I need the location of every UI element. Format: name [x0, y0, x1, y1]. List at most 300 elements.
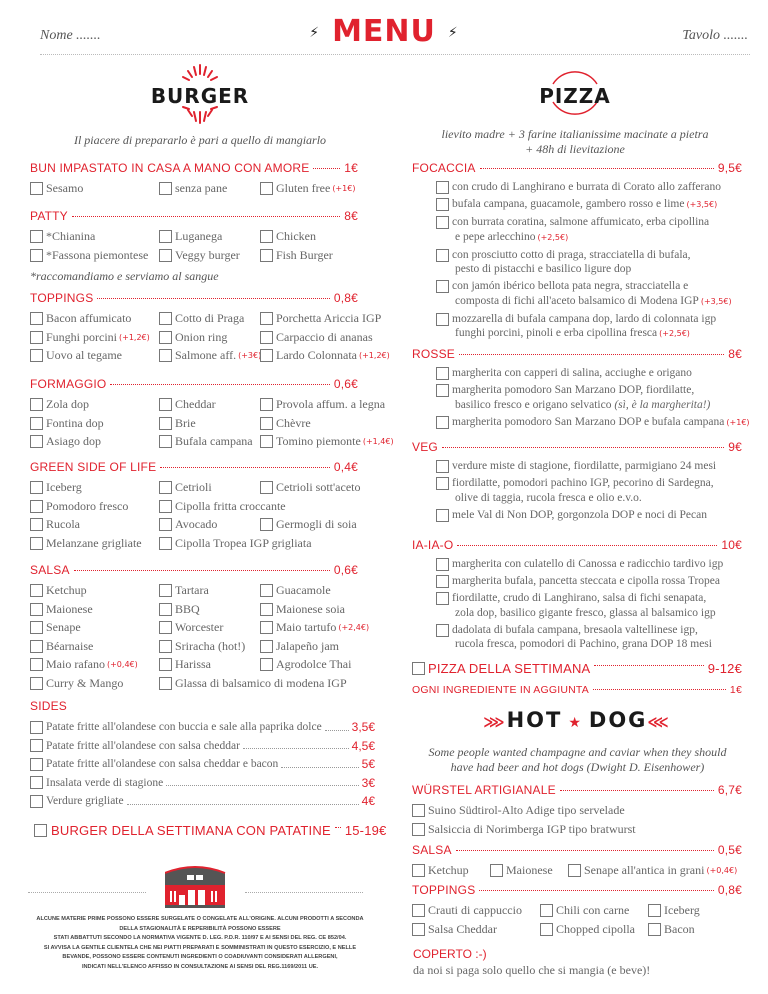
option-item[interactable]: [30, 415, 104, 432]
disclaimer-line: DELLA STAGIONALITÀ E REPERIBILITÀ POSSONO ESSERE: [119, 925, 281, 932]
checkbox[interactable]: [436, 216, 449, 229]
dotted-leader: [243, 748, 349, 749]
option-row: [30, 535, 358, 554]
option-item[interactable]: [159, 656, 211, 673]
option-item[interactable]: [30, 310, 131, 327]
checkbox[interactable]: [412, 804, 425, 817]
checkbox[interactable]: [30, 658, 43, 671]
checkbox[interactable]: [30, 349, 43, 362]
option-item[interactable]: [540, 902, 629, 919]
checkbox[interactable]: [30, 640, 43, 653]
checkbox[interactable]: [30, 312, 43, 325]
checkbox[interactable]: [436, 367, 449, 380]
side-label: Patate fritte all'olandese con salsa cheddar: [46, 739, 240, 752]
option-item[interactable]: [260, 638, 339, 655]
checkbox[interactable]: [30, 230, 43, 243]
option-item[interactable]: [159, 479, 212, 496]
burger-logo: BURGER: [150, 84, 250, 108]
option-item[interactable]: [260, 619, 369, 636]
description-line: pesto di pistacchi e basilico ligure dop: [455, 263, 632, 275]
checkbox[interactable]: [412, 662, 425, 675]
checkbox[interactable]: [159, 417, 172, 430]
option-item[interactable]: [159, 347, 261, 364]
section-price: 1€: [729, 684, 742, 696]
checkbox[interactable]: [648, 904, 661, 917]
checkbox[interactable]: [260, 640, 273, 653]
burger-special[interactable]: [34, 822, 387, 839]
option-item[interactable]: [159, 329, 227, 346]
option-label: Guacamole: [276, 583, 331, 597]
option-item[interactable]: [260, 516, 357, 533]
option-item[interactable]: [159, 228, 222, 245]
side-price: 3,5€: [351, 720, 375, 735]
pizza-logo: PIZZA: [539, 84, 611, 108]
option-label: Maionese: [46, 601, 93, 616]
description-line: mozzarella di bufala campana dop, lardo di colonnata igp: [452, 312, 717, 325]
checkbox[interactable]: [260, 658, 273, 671]
option-label: Chèvre: [276, 415, 311, 430]
checkbox[interactable]: [159, 621, 172, 634]
checkbox[interactable]: [30, 481, 43, 494]
pizza-surcharge: (+1€): [726, 417, 750, 427]
option-item[interactable]: [30, 247, 148, 264]
section-header: [412, 161, 742, 180]
option-label: Senape: [46, 620, 81, 634]
option-item[interactable]: [648, 902, 700, 919]
option-row: [30, 656, 358, 675]
section-header: [412, 347, 742, 366]
option-item[interactable]: [412, 921, 497, 938]
option-surcharge: (+1€): [332, 184, 356, 193]
checkbox[interactable]: [30, 584, 43, 597]
lightning-icon: ⚡: [309, 24, 321, 41]
checkbox[interactable]: [30, 435, 43, 448]
section-title: WÜRSTEL ARTIGIANALE: [412, 783, 556, 797]
pizza-description: [452, 248, 691, 277]
checkbox[interactable]: [260, 603, 273, 616]
pizza-item[interactable]: [436, 415, 754, 431]
option-item[interactable]: [412, 821, 636, 838]
option-label: Rucola: [46, 517, 80, 531]
pizza-item[interactable]: [436, 623, 754, 652]
option-label: Luganega: [175, 229, 223, 243]
checkbox[interactable]: [30, 776, 43, 789]
option-item[interactable]: [159, 516, 217, 533]
side-item[interactable]: [30, 755, 375, 774]
option-item[interactable]: [260, 310, 381, 327]
option-label: Bacon affumicato: [46, 311, 132, 325]
checkbox[interactable]: [260, 312, 273, 325]
option-item[interactable]: [30, 675, 123, 692]
hotdog-logo: [412, 708, 742, 732]
option-label: Jalapeño jam: [276, 638, 339, 653]
description-line: margherita bufala, pancetta steccata e cipolla rossa Tropea: [452, 575, 721, 587]
sides-header: [30, 699, 375, 718]
checkbox[interactable]: [159, 398, 172, 411]
wings-icon: ⋘: [647, 713, 671, 731]
checkbox[interactable]: [260, 331, 273, 344]
option-label: BBQ: [175, 601, 200, 616]
option-surcharge: (+2,4€): [338, 623, 370, 632]
option-item[interactable]: [260, 656, 351, 673]
checkbox[interactable]: [30, 739, 43, 752]
checkbox[interactable]: [159, 331, 172, 344]
option-item[interactable]: [159, 582, 209, 599]
option-row: [30, 675, 358, 694]
side-price: 3€: [361, 775, 375, 790]
option-label: Pomodoro fresco: [46, 498, 129, 513]
hotdog-logo-right: DOG: [588, 708, 648, 732]
checkbox[interactable]: [436, 558, 449, 571]
checkbox[interactable]: [30, 677, 43, 690]
checkbox[interactable]: [260, 584, 273, 597]
checkbox[interactable]: [540, 923, 553, 936]
option-label: Melanzane grigliate: [46, 535, 142, 550]
checkbox[interactable]: [436, 313, 449, 326]
section-header: [30, 377, 358, 396]
pizza-item[interactable]: [436, 215, 754, 245]
checkbox[interactable]: [30, 621, 43, 634]
option-label: Tomino piemonte: [276, 434, 361, 448]
checkbox[interactable]: [159, 481, 172, 494]
option-item[interactable]: [568, 862, 737, 879]
pizza-description: [452, 312, 716, 342]
checkbox[interactable]: [30, 518, 43, 531]
tavolo-field: Tavolo .......: [682, 28, 748, 43]
pizza-description: [452, 383, 710, 412]
checkbox[interactable]: [30, 249, 43, 262]
section-header: [412, 883, 742, 902]
menu-section: [412, 347, 754, 433]
checkbox[interactable]: [260, 435, 273, 448]
checkbox[interactable]: [412, 904, 425, 917]
section-header: [412, 684, 742, 701]
option-label: Cotto di Praga: [175, 311, 245, 325]
pizza-item[interactable]: [436, 591, 754, 620]
section-title: SIDES: [30, 699, 68, 713]
option-surcharge: (+3€): [238, 351, 262, 360]
option-item[interactable]: [159, 310, 244, 327]
option-row: [30, 415, 358, 434]
pizza-item[interactable]: [436, 574, 754, 589]
option-label: Bufala campana: [175, 434, 253, 448]
option-label: Harissa: [175, 657, 211, 671]
option-item[interactable]: [159, 415, 196, 432]
option-row: [30, 619, 370, 638]
checkbox[interactable]: [159, 349, 172, 362]
hotdog-logo-left: HOT: [506, 708, 563, 732]
option-row: [30, 582, 358, 601]
pizza-item[interactable]: [436, 180, 754, 195]
checkbox[interactable]: [159, 182, 172, 195]
description-line: con crudo di Langhirano e burrata di Corato allo zafferano: [452, 181, 721, 193]
option-label: Porchetta Ariccia IGP: [276, 311, 382, 325]
pizza-description: [452, 623, 712, 652]
option-item[interactable]: [30, 638, 93, 655]
section-header: [412, 843, 742, 862]
option-item[interactable]: [159, 433, 253, 450]
option-item[interactable]: [30, 619, 81, 636]
side-price: 5€: [361, 757, 375, 772]
footer-divider: [245, 892, 363, 893]
section-price: 0,6€: [333, 377, 358, 391]
description-line: olive di taggia, rucola fresca e olio e.v.o.: [455, 491, 642, 504]
option-item[interactable]: [30, 228, 95, 245]
checkbox[interactable]: [159, 640, 172, 653]
option-item[interactable]: [30, 535, 142, 552]
checkbox[interactable]: [159, 249, 172, 262]
option-item[interactable]: [159, 396, 216, 413]
option-label: Sriracha (hot!): [175, 638, 246, 653]
section-title: SALSA: [412, 843, 452, 857]
pizza-item[interactable]: [436, 557, 754, 572]
checkbox[interactable]: [260, 182, 273, 195]
side-item[interactable]: [30, 737, 375, 756]
section-price: 9€: [728, 440, 742, 454]
checkbox[interactable]: [260, 249, 273, 262]
checkbox[interactable]: [159, 677, 172, 690]
checkbox[interactable]: [540, 904, 553, 917]
option-item[interactable]: [30, 347, 122, 364]
option-item[interactable]: [159, 638, 245, 655]
restaurant-building-logo: [165, 865, 227, 909]
checkbox[interactable]: [436, 509, 449, 522]
option-surcharge: (+0,4€): [106, 660, 138, 669]
checkbox[interactable]: [490, 864, 503, 877]
section-title: VEG: [412, 440, 438, 454]
option-item[interactable]: [260, 415, 311, 432]
option-item[interactable]: [30, 433, 101, 450]
pizza-description: [452, 508, 707, 523]
option-item[interactable]: [260, 347, 390, 364]
menu-section: [412, 538, 754, 654]
checkbox[interactable]: [30, 417, 43, 430]
checkbox[interactable]: [30, 500, 43, 513]
checkbox[interactable]: [436, 416, 449, 429]
checkbox[interactable]: [436, 592, 449, 605]
checkbox[interactable]: [159, 230, 172, 243]
checkbox[interactable]: [30, 331, 43, 344]
dotted-leader: [456, 850, 714, 851]
checkbox[interactable]: [30, 603, 43, 616]
checkbox[interactable]: [30, 398, 43, 411]
option-item[interactable]: [159, 180, 227, 197]
checkbox[interactable]: [436, 624, 449, 637]
option-label: Chili con carne: [556, 903, 630, 917]
section-price: 8€: [344, 209, 358, 223]
option-label: Worcester: [175, 620, 224, 634]
option-item[interactable]: [260, 329, 373, 346]
checkbox[interactable]: [30, 795, 43, 808]
pizza-surcharge: (+2,5€): [537, 232, 569, 242]
option-row: [30, 498, 358, 517]
pizza-item[interactable]: [436, 459, 754, 474]
checkbox[interactable]: [436, 575, 449, 588]
option-label: Chopped cipolla: [556, 921, 635, 936]
option-item[interactable]: [159, 675, 347, 692]
option-surcharge: (+0,4€): [706, 866, 738, 875]
checkbox[interactable]: [30, 182, 43, 195]
pizza-description: [452, 197, 717, 213]
option-row: [412, 802, 742, 821]
checkbox[interactable]: [260, 417, 273, 430]
checkbox[interactable]: [159, 584, 172, 597]
sides-section: [30, 699, 375, 811]
checkbox[interactable]: [159, 435, 172, 448]
option-label: Cheddar: [175, 397, 216, 411]
side-label: Insalata verde di stagione: [46, 776, 164, 789]
pizza-special[interactable]: [412, 660, 742, 677]
option-item[interactable]: [30, 498, 128, 515]
side-item[interactable]: [30, 792, 375, 811]
option-item[interactable]: [159, 498, 286, 515]
option-item[interactable]: [412, 862, 469, 879]
checkbox[interactable]: [159, 312, 172, 325]
checkbox[interactable]: [159, 500, 172, 513]
checkbox[interactable]: [30, 721, 43, 734]
option-item[interactable]: [260, 247, 333, 264]
option-label: Uovo al tegame: [46, 348, 122, 362]
section-title: FORMAGGIO: [30, 377, 107, 391]
section-header: [412, 660, 742, 677]
option-label: Salmone aff.: [175, 348, 237, 362]
option-item[interactable]: [30, 180, 83, 197]
checkbox[interactable]: [159, 603, 172, 616]
disclaimer-line: BEVANDE, POSSONO ESSERE CONTENUTI INGREDIENTI O COADIUVANTI CONSIDERATI ALLERGENI,: [62, 954, 338, 961]
option-item[interactable]: [412, 802, 625, 819]
pizza-item[interactable]: [436, 312, 754, 342]
pizza-item[interactable]: [436, 383, 754, 412]
section-title: GREEN SIDE OF LIFE: [30, 460, 157, 474]
option-label: *Fassona piemontese: [46, 247, 149, 262]
side-item[interactable]: [30, 774, 375, 793]
option-label: Gluten free: [276, 181, 331, 195]
dotted-leader: [166, 785, 358, 786]
checkbox[interactable]: [412, 864, 425, 877]
option-item[interactable]: [260, 601, 345, 618]
option-item[interactable]: [30, 516, 80, 533]
option-label: Brie: [175, 415, 196, 430]
option-item[interactable]: [30, 582, 87, 599]
checkbox[interactable]: [159, 518, 172, 531]
option-item[interactable]: [260, 228, 316, 245]
dotted-leader: [442, 447, 724, 448]
option-item[interactable]: [30, 329, 150, 346]
checkbox[interactable]: [30, 537, 43, 550]
disclaimer-line: SI AVVISA LA GENTILE CLIENTELA CHE NEI PIATTI PREPARATI E SOMMINISTRATI IN QUESTO ESERCIZIO, E NELLE: [43, 944, 357, 951]
side-price: 4€: [361, 794, 375, 809]
dotted-leader: [594, 665, 703, 666]
menu-section: [412, 843, 742, 881]
checkbox[interactable]: [260, 349, 273, 362]
section-price: 0,4€: [333, 460, 358, 474]
option-row: [412, 921, 742, 940]
description-line: margherita con capperi di salina, acciughe e origano: [452, 367, 692, 379]
option-row: [30, 638, 358, 657]
checkbox[interactable]: [412, 923, 425, 936]
description-line: funghi porcini, pinoli e erba cipollina fresca (+2,5€): [455, 327, 690, 339]
description-aside: (sì, è la margherita!): [614, 398, 711, 411]
pizza-description: [452, 574, 720, 589]
dotted-leader: [593, 689, 726, 690]
checkbox[interactable]: [30, 758, 43, 771]
checkbox[interactable]: [260, 481, 273, 494]
option-item[interactable]: [30, 601, 93, 618]
option-item[interactable]: [412, 902, 522, 919]
checkbox[interactable]: [260, 621, 273, 634]
checkbox[interactable]: [436, 460, 449, 473]
option-item[interactable]: [30, 656, 138, 673]
option-item[interactable]: [159, 601, 200, 618]
option-item[interactable]: [260, 433, 394, 450]
checkbox[interactable]: [260, 518, 273, 531]
pizza-item[interactable]: [436, 279, 754, 309]
description-line: margherita con culatello di Canossa e radicchio tardivo igp: [452, 558, 724, 570]
dotted-leader: [480, 168, 714, 169]
option-item[interactable]: [260, 396, 385, 413]
section-header: [412, 440, 742, 459]
pizza-item[interactable]: [436, 197, 754, 213]
checkbox[interactable]: [436, 280, 449, 293]
pizza-item[interactable]: [436, 508, 754, 523]
checkbox[interactable]: [159, 537, 172, 550]
footer-divider: [28, 892, 146, 893]
checkbox[interactable]: [412, 823, 425, 836]
pizza-description: [452, 557, 723, 572]
pizza-description: [452, 279, 732, 309]
option-item[interactable]: [159, 535, 312, 552]
side-price: 4,5€: [351, 738, 375, 753]
description-line: fiordilatte, crudo di Langhirano, salsa di fichi senapata,: [452, 592, 707, 604]
checkbox[interactable]: [260, 230, 273, 243]
option-item[interactable]: [260, 479, 360, 496]
option-label: Lardo Colonnata: [276, 348, 357, 362]
side-item[interactable]: [30, 718, 375, 737]
option-item[interactable]: [30, 479, 82, 496]
option-item[interactable]: [260, 582, 331, 599]
checkbox[interactable]: [159, 658, 172, 671]
option-item[interactable]: [260, 180, 355, 197]
option-item[interactable]: [159, 619, 223, 636]
option-item[interactable]: [540, 921, 635, 938]
checkbox[interactable]: [648, 923, 661, 936]
pizza-item[interactable]: [436, 248, 754, 277]
pizza-item[interactable]: [436, 476, 754, 505]
option-item[interactable]: [159, 247, 240, 264]
checkbox[interactable]: [436, 477, 449, 490]
checkbox[interactable]: [436, 198, 449, 211]
option-row: [30, 310, 382, 329]
checkbox[interactable]: [568, 864, 581, 877]
option-item[interactable]: [490, 862, 553, 879]
checkbox[interactable]: [436, 384, 449, 397]
option-item[interactable]: [648, 921, 695, 938]
section-price: 6,7€: [717, 783, 742, 797]
option-label: Carpaccio di ananas: [276, 329, 373, 344]
pizza-item[interactable]: [436, 366, 754, 381]
option-label: Senape all'antica in grani: [584, 863, 705, 877]
option-surcharge: (+1,4€): [362, 437, 394, 446]
section-header: [30, 563, 358, 582]
checkbox[interactable]: [34, 824, 47, 837]
option-item[interactable]: [30, 396, 89, 413]
checkbox[interactable]: [436, 249, 449, 262]
checkbox[interactable]: [260, 398, 273, 411]
checkbox[interactable]: [436, 181, 449, 194]
dotted-leader: [281, 767, 358, 768]
option-label: Tartara: [175, 583, 209, 597]
option-row: [412, 862, 742, 881]
